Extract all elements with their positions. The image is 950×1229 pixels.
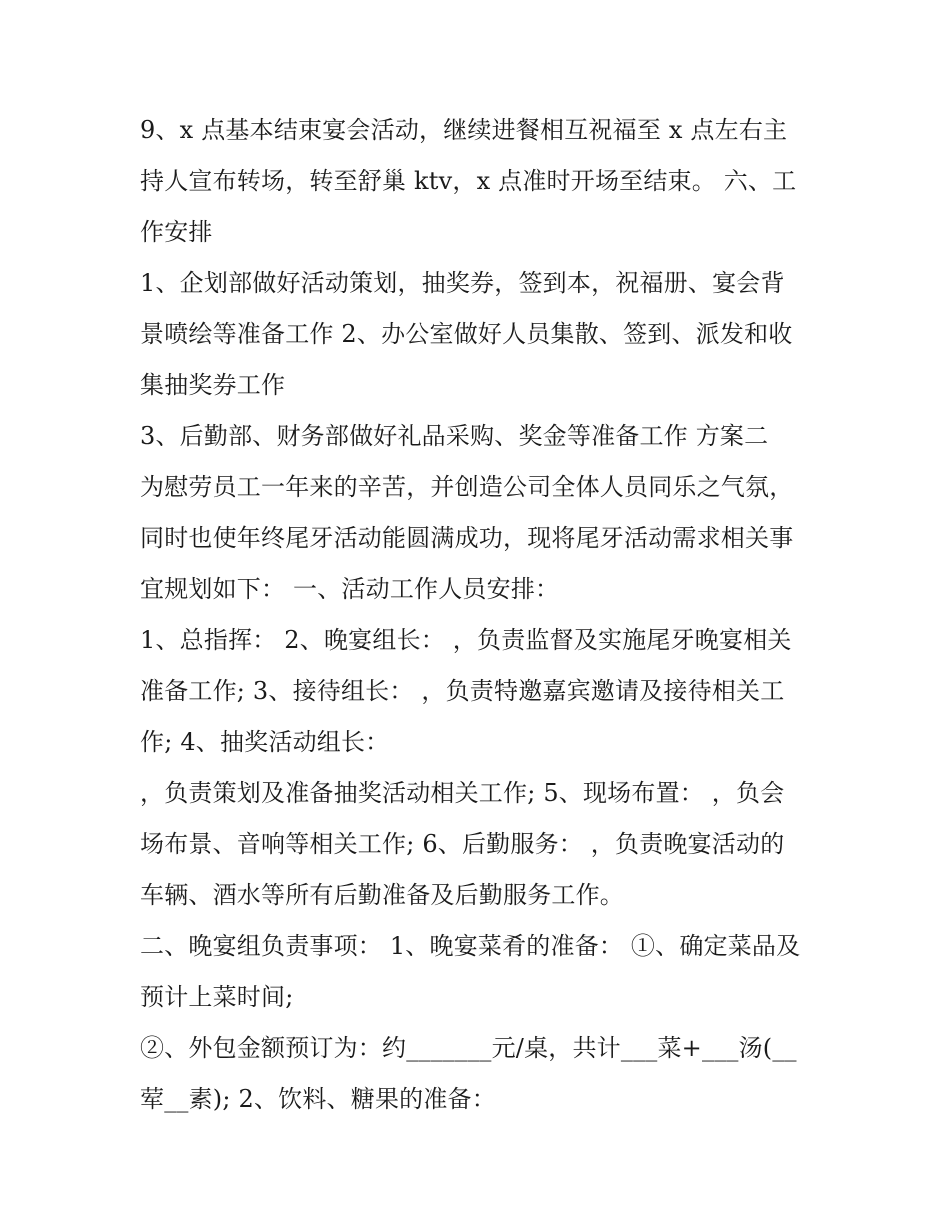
document-body (140, 105, 820, 1125)
text-line: 景喷绘等准备工作 2、办公室做好人员集散、签到、派发和收 (140, 320, 793, 348)
text-line: ②、外包金额预订为：约_______元/桌，共计___菜+___汤(__ (140, 1034, 797, 1062)
text-line: 场布景、音响等相关工作; 6、后勤服务： ，负责晚宴活动的 (140, 830, 785, 858)
text-line: 作安排 (140, 218, 213, 246)
text-line: 同时也使年终尾牙活动能圆满成功，现将尾牙活动需求相关事 (140, 524, 794, 552)
text-line: 车辆、酒水等所有后勤准备及后勤服务工作。 (140, 881, 624, 909)
text-line: ，负责策划及准备抽奖活动相关工作; 5、现场布置： ，负会 (140, 779, 785, 807)
text-line: 3、后勤部、财务部做好礼品采购、奖金等准备工作 方案二 (140, 422, 769, 450)
text-line: 9、x 点基本结束宴会活动，继续进餐相互祝福至 x 点左右主 (140, 116, 788, 144)
text-line: 预计上菜时间; (140, 983, 294, 1011)
text-line: 作; 4、抽奖活动组长： (140, 728, 390, 756)
text-line: 荤__素); 2、饮料、糖果的准备： (140, 1085, 496, 1113)
text-line: 二、晚宴组负责事项： 1、晚宴菜肴的准备： ①、确定菜品及 (140, 932, 801, 960)
text-line: 宜规划如下： 一、活动工作人员安排： (140, 575, 560, 603)
text-line: 为慰劳员工一年来的辛苦，并创造公司全体人员同乐之气氛， (140, 473, 794, 501)
text-line: 持人宣布转场，转至舒巢 ktv，x 点准时开场至结束。 六、工 (140, 167, 797, 195)
text-line: 准备工作; 3、接待组长： ，负责特邀嘉宾邀请及接待相关工 (140, 677, 785, 705)
text-line: 集抽奖券工作 (140, 371, 286, 399)
text-line: 1、总指挥： 2、晚宴组长： ，负责监督及实施尾牙晚宴相关 (140, 626, 792, 654)
text-line: 1、企划部做好活动策划，抽奖券，签到本，祝福册、宴会背 (140, 269, 785, 297)
